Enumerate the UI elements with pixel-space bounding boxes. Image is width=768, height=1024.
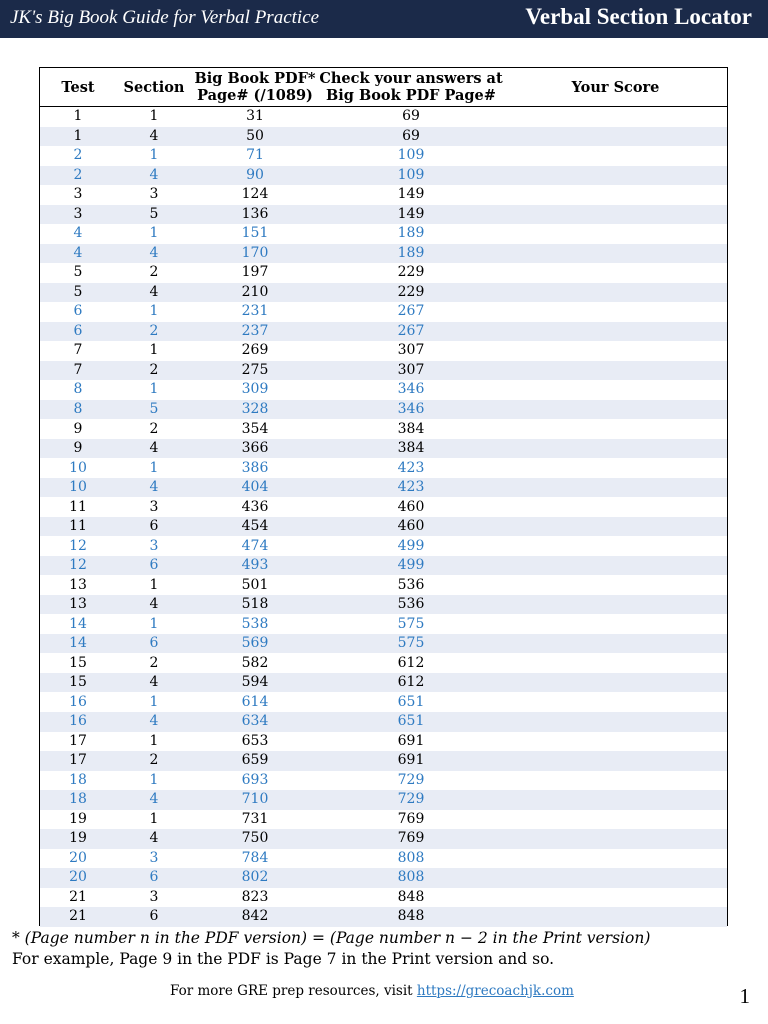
cell-section: 1 [116,458,192,478]
cell-check: 189 [318,224,504,244]
cell-test: 5 [40,283,116,303]
cell-test: 21 [40,907,116,927]
cell-section: 1 [116,614,192,634]
cell-section: 4 [116,283,192,303]
cell-score[interactable] [504,361,727,381]
table-row [40,361,727,381]
cell-section: 1 [116,732,192,752]
cell-test: 11 [40,517,116,537]
cell-score[interactable] [504,458,727,478]
table-row [40,127,727,147]
cell-pdf: 474 [192,536,318,556]
cell-section: 1 [116,107,192,127]
cell-test: 9 [40,419,116,439]
cell-pdf: 594 [192,673,318,693]
cell-pdf: 750 [192,829,318,849]
cell-section: 6 [116,556,192,576]
cell-test: 4 [40,244,116,264]
cell-test: 14 [40,614,116,634]
cell-section: 1 [116,224,192,244]
table-row [40,829,727,849]
cell-test: 10 [40,458,116,478]
cell-pdf: 386 [192,458,318,478]
cell-test: 20 [40,868,116,888]
cell-pdf: 366 [192,439,318,459]
cell-pdf: 569 [192,634,318,654]
cell-pdf: 614 [192,692,318,712]
table-row [40,458,727,478]
table-row [40,283,727,303]
cell-section: 2 [116,751,192,771]
cell-score[interactable] [504,810,727,830]
cell-check: 575 [318,634,504,654]
cell-test: 3 [40,205,116,225]
cell-section: 2 [116,361,192,381]
cell-check: 229 [318,263,504,283]
cell-section: 1 [116,302,192,322]
cell-test: 6 [40,302,116,322]
cell-section: 5 [116,205,192,225]
table-row [40,732,727,752]
cell-check: 423 [318,478,504,498]
footnote-formula: * (Page number n in the PDF version) = (Page number n − 2 in the Print version) [12,929,651,947]
cell-section: 3 [116,849,192,869]
table-row [40,575,727,595]
table-row [40,888,727,908]
cell-section: 1 [116,146,192,166]
table-row [40,146,727,166]
cell-pdf: 354 [192,419,318,439]
cell-check: 612 [318,653,504,673]
guide-title: JK's Big Book Guide for Verbal Practice [10,7,320,28]
cell-score[interactable] [504,673,727,693]
cell-pdf: 823 [192,888,318,908]
cell-test: 3 [40,185,116,205]
cell-check: 149 [318,185,504,205]
column-header-pdf-page: Big Book PDF* Page# (/1089) [192,68,318,107]
cell-test: 13 [40,595,116,615]
cell-section: 3 [116,536,192,556]
cell-score[interactable] [504,849,727,869]
cell-section: 2 [116,263,192,283]
cell-score[interactable] [504,380,727,400]
cell-score[interactable] [504,205,727,225]
cell-score[interactable] [504,888,727,908]
table-row [40,497,727,517]
cell-score[interactable] [504,653,727,673]
cell-test: 8 [40,380,116,400]
cell-section: 4 [116,829,192,849]
cell-section: 4 [116,790,192,810]
table-row [40,849,727,869]
cell-pdf: 436 [192,497,318,517]
cell-check: 769 [318,829,504,849]
cell-check: 848 [318,888,504,908]
cell-check: 499 [318,536,504,556]
cell-score[interactable] [504,263,727,283]
table-row [40,790,727,810]
cell-test: 2 [40,146,116,166]
table-header-row [40,68,727,107]
cell-score[interactable] [504,439,727,459]
table-row [40,107,727,127]
cell-check: 307 [318,341,504,361]
cell-check: 651 [318,692,504,712]
cell-section: 4 [116,166,192,186]
cell-section: 1 [116,692,192,712]
cell-section: 1 [116,380,192,400]
cell-test: 1 [40,107,116,127]
cell-check: 769 [318,810,504,830]
cell-check: 423 [318,458,504,478]
cell-section: 6 [116,634,192,654]
cell-check: 575 [318,614,504,634]
cell-check: 808 [318,868,504,888]
column-header-your-score: Your Score [504,68,727,107]
cell-test: 9 [40,439,116,459]
cell-test: 6 [40,322,116,342]
cell-pdf: 124 [192,185,318,205]
cell-check: 149 [318,205,504,225]
cell-test: 2 [40,166,116,186]
cell-test: 16 [40,712,116,732]
cell-check: 848 [318,907,504,927]
table-row [40,556,727,576]
cell-pdf: 731 [192,810,318,830]
cell-score[interactable] [504,166,727,186]
cell-test: 17 [40,732,116,752]
cell-pdf: 269 [192,341,318,361]
locator-table-container [39,67,728,926]
cell-score[interactable] [504,790,727,810]
cell-check: 499 [318,556,504,576]
section-locator-title: Verbal Section Locator [525,4,752,29]
cell-pdf: 170 [192,244,318,264]
cell-test: 7 [40,341,116,361]
cell-section: 3 [116,888,192,908]
cell-section: 1 [116,575,192,595]
cell-pdf: 231 [192,302,318,322]
cell-score[interactable] [504,732,727,752]
cell-pdf: 275 [192,361,318,381]
column-header-check-answers: Check your answers at Big Book PDF Page# [318,68,504,107]
table-row [40,634,727,654]
cell-test: 15 [40,673,116,693]
cell-test: 19 [40,829,116,849]
table-body [40,107,727,927]
cell-test: 11 [40,497,116,517]
cell-pdf: 653 [192,732,318,752]
cell-test: 18 [40,771,116,791]
cell-test: 14 [40,634,116,654]
cell-score[interactable] [504,751,727,771]
cell-pdf: 518 [192,595,318,615]
cell-score[interactable] [504,224,727,244]
cell-check: 536 [318,595,504,615]
cell-check: 189 [318,244,504,264]
cell-check: 651 [318,712,504,732]
cell-section: 2 [116,419,192,439]
cell-pdf: 237 [192,322,318,342]
cell-section: 4 [116,595,192,615]
cell-section: 4 [116,673,192,693]
cell-test: 8 [40,400,116,420]
cell-pdf: 328 [192,400,318,420]
cell-section: 1 [116,771,192,791]
cell-section: 2 [116,322,192,342]
cell-pdf: 582 [192,653,318,673]
cell-check: 229 [318,283,504,303]
cell-test: 7 [40,361,116,381]
table-row [40,614,727,634]
cell-score[interactable] [504,146,727,166]
column-header-section: Section [116,68,192,107]
table-row [40,868,727,888]
cell-pdf: 210 [192,283,318,303]
cell-check: 536 [318,575,504,595]
cell-score[interactable] [504,595,727,615]
cell-pdf: 31 [192,107,318,127]
table-row [40,771,727,791]
cell-test: 5 [40,263,116,283]
cell-check: 729 [318,790,504,810]
cell-check: 69 [318,107,504,127]
table-row [40,751,727,771]
cell-score[interactable] [504,322,727,342]
cell-section: 6 [116,517,192,537]
cell-score[interactable] [504,127,727,147]
table-row [40,322,727,342]
cell-test: 18 [40,790,116,810]
cell-score[interactable] [504,185,727,205]
table-row [40,224,727,244]
cell-test: 19 [40,810,116,830]
cell-check: 460 [318,517,504,537]
cell-score[interactable] [504,907,727,927]
cell-check: 69 [318,127,504,147]
cell-check: 729 [318,771,504,791]
table-row [40,478,727,498]
cell-pdf: 842 [192,907,318,927]
cell-section: 4 [116,244,192,264]
cell-score[interactable] [504,868,727,888]
cell-score[interactable] [504,283,727,303]
cell-pdf: 538 [192,614,318,634]
cell-check: 267 [318,302,504,322]
cell-score[interactable] [504,556,727,576]
table-row [40,380,727,400]
page-number: 1 [739,984,750,1008]
cell-pdf: 493 [192,556,318,576]
cell-score[interactable] [504,419,727,439]
table-row [40,653,727,673]
cell-section: 1 [116,341,192,361]
cell-score[interactable] [504,302,727,322]
cell-pdf: 802 [192,868,318,888]
table-row [40,517,727,537]
cell-section: 2 [116,653,192,673]
cell-pdf: 634 [192,712,318,732]
cell-test: 20 [40,849,116,869]
cell-check: 384 [318,419,504,439]
cell-section: 6 [116,868,192,888]
cell-test: 12 [40,536,116,556]
cell-test: 4 [40,224,116,244]
table-row [40,263,727,283]
table-row [40,907,727,927]
cell-check: 612 [318,673,504,693]
cell-score[interactable] [504,341,727,361]
cell-test: 1 [40,127,116,147]
table-row [40,166,727,186]
table-row [40,810,727,830]
cell-score[interactable] [504,497,727,517]
cell-section: 4 [116,439,192,459]
cell-check: 691 [318,751,504,771]
cell-score[interactable] [504,478,727,498]
footer-text [170,983,574,999]
table-row [40,341,727,361]
cell-pdf: 710 [192,790,318,810]
cell-test: 17 [40,751,116,771]
cell-score[interactable] [504,829,727,849]
table-row [40,302,727,322]
table-row [40,419,727,439]
cell-score[interactable] [504,517,727,537]
cell-test: 16 [40,692,116,712]
table-row [40,712,727,732]
cell-check: 346 [318,380,504,400]
cell-score[interactable] [504,400,727,420]
cell-section: 1 [116,810,192,830]
cell-check: 384 [318,439,504,459]
cell-section: 3 [116,185,192,205]
cell-check: 808 [318,849,504,869]
cell-test: 10 [40,478,116,498]
cell-pdf: 501 [192,575,318,595]
locator-table [40,68,727,927]
cell-section: 4 [116,712,192,732]
cell-check: 307 [318,361,504,381]
cell-section: 4 [116,478,192,498]
cell-score[interactable] [504,692,727,712]
cell-check: 691 [318,732,504,752]
cell-test: 12 [40,556,116,576]
cell-pdf: 659 [192,751,318,771]
cell-pdf: 309 [192,380,318,400]
cell-pdf: 90 [192,166,318,186]
cell-score[interactable] [504,771,727,791]
cell-pdf: 693 [192,771,318,791]
table-row [40,439,727,459]
cell-test: 21 [40,888,116,908]
table-row [40,536,727,556]
cell-section: 4 [116,127,192,147]
cell-check: 346 [318,400,504,420]
cell-score[interactable] [504,634,727,654]
table-row [40,185,727,205]
table-row [40,205,727,225]
cell-score[interactable] [504,536,727,556]
footnote-example: For example, Page 9 in the PDF is Page 7 in the Print version and so. [12,950,555,968]
cell-pdf: 136 [192,205,318,225]
table-row [40,400,727,420]
cell-score[interactable] [504,107,727,127]
footer-label: For more GRE prep resources, visit [170,983,417,999]
cell-check: 109 [318,146,504,166]
header-bar [0,0,768,38]
cell-section: 5 [116,400,192,420]
cell-pdf: 784 [192,849,318,869]
cell-score[interactable] [504,614,727,634]
table-row [40,692,727,712]
table-row [40,595,727,615]
cell-pdf: 454 [192,517,318,537]
cell-score[interactable] [504,575,727,595]
cell-pdf: 151 [192,224,318,244]
cell-pdf: 404 [192,478,318,498]
cell-check: 460 [318,497,504,517]
table-row [40,673,727,693]
table-row [40,244,727,264]
cell-check: 109 [318,166,504,186]
cell-pdf: 71 [192,146,318,166]
cell-test: 15 [40,653,116,673]
website-link[interactable]: https://grecoachjk.com [416,983,574,999]
cell-pdf: 50 [192,127,318,147]
column-header-test: Test [40,68,116,107]
cell-section: 3 [116,497,192,517]
cell-test: 13 [40,575,116,595]
cell-pdf: 197 [192,263,318,283]
cell-section: 6 [116,907,192,927]
cell-score[interactable] [504,244,727,264]
cell-score[interactable] [504,712,727,732]
cell-check: 267 [318,322,504,342]
